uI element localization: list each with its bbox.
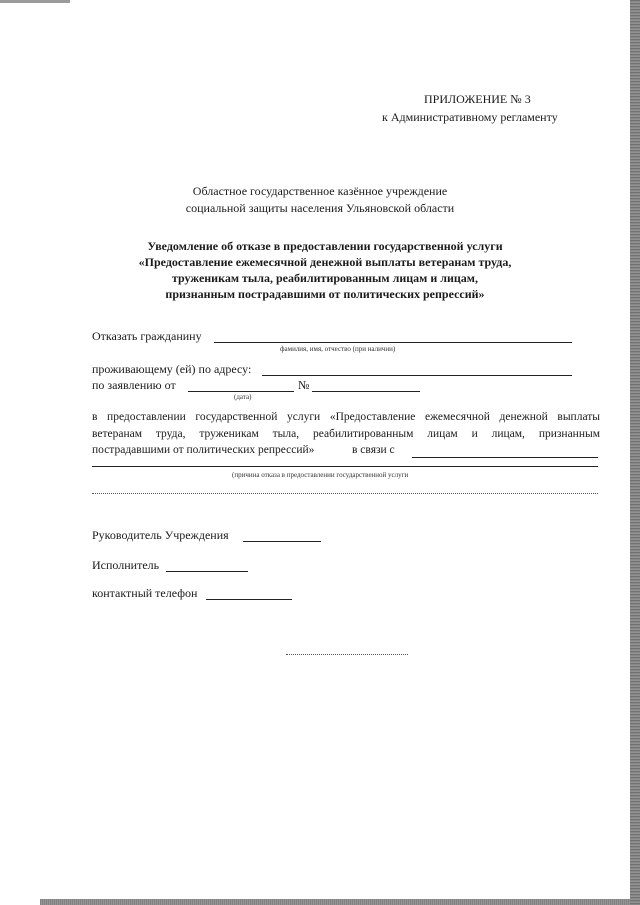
institution-line-2: социальной защиты населения Ульяновской области	[185, 201, 455, 215]
date-hint: (дата)	[234, 393, 252, 401]
address-label: проживающему (ей) по адресу:	[92, 362, 252, 376]
application-date-field[interactable]	[188, 391, 294, 392]
heading-line-4: признанным пострадавшими от политических репрессий»	[165, 287, 485, 301]
end-separator	[286, 654, 408, 655]
body-line-2: ветеранам труда, труженикам тыла, реабилитированным лицам и лицам, признанным	[92, 428, 600, 440]
appendix-title: ПРИЛОЖЕНИЕ № 3	[424, 92, 531, 106]
application-number-field[interactable]	[312, 391, 420, 392]
reason-field-line-2[interactable]	[92, 493, 598, 494]
citizen-name-field[interactable]	[214, 342, 572, 343]
application-label: по заявлению от	[92, 378, 176, 392]
institution-line-1: Областное государственное казённое учреждение	[192, 184, 448, 198]
name-hint: фамилия, имя, отчество (при наличии)	[280, 345, 396, 353]
reason-field-line-1[interactable]	[92, 466, 598, 467]
head-signature-field[interactable]	[243, 541, 321, 542]
scan-edge-top	[0, 0, 70, 3]
executor-label: Исполнитель	[92, 558, 160, 572]
scan-edge-right	[630, 0, 640, 905]
head-label: Руководитель Учреждения	[92, 528, 229, 542]
heading-line-3: труженикам тыла, реабилитированным лицам и лицам,	[172, 271, 478, 285]
phone-label: контактный телефон	[92, 586, 198, 600]
body-line-3-because: в связи с	[352, 444, 395, 456]
appendix-subtitle: к Административному регламенту	[382, 110, 558, 124]
refuse-label: Отказать гражданину	[92, 329, 202, 343]
heading-line-2: «Предоставление ежемесячной денежной выплаты ветеранам труда,	[138, 255, 512, 269]
scan-edge-bottom	[40, 899, 630, 905]
number-sign: №	[298, 378, 310, 392]
body-line-3: пострадавшими от политических репрессий»	[92, 444, 315, 456]
reason-field-inline[interactable]	[412, 457, 598, 458]
address-field[interactable]	[262, 375, 572, 376]
executor-signature-field[interactable]	[166, 571, 248, 572]
heading-line-1: Уведомление об отказе в предоставлении государственной услуги	[147, 239, 503, 253]
phone-field[interactable]	[206, 599, 292, 600]
body-line-1: в предоставлении государственной услуги «Предоставление ежемесячной денежной выплаты	[92, 411, 600, 423]
reason-hint: (причина отказа в предоставлении государственной услуги	[232, 471, 409, 479]
